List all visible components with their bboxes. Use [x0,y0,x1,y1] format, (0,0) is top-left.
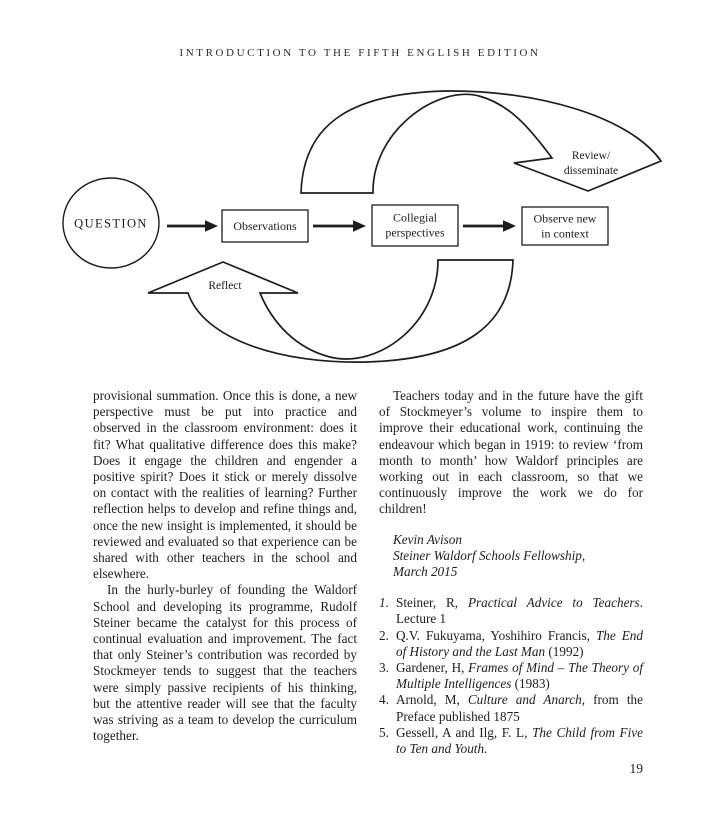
reference-text: (1992) [545,643,584,659]
reference-title: The Child from Five to Ten and Youth. [396,724,643,757]
paragraph-teachers-today: Teachers today and in the future have the gift of Stockmeyer’s volume to inspire them to improve their educational work, continuing the endeavour which began in 1919: to review ‘from month to month’ how Waldorf principles are working out in each classroom, so that we continuously improve the work we do for children! [379,388,643,517]
reference-item [379,595,643,627]
reflect-label: Reflect [208,280,242,292]
signature-name: Kevin Avison [393,531,462,547]
reference-title: The End of History and the Last Man [396,627,643,659]
observations-label: Observations [233,219,297,233]
references-list [379,595,643,757]
signature-block [393,532,643,581]
reference-text: (1983) [511,676,550,692]
arrow-collegial-to-observe [463,220,516,232]
reference-item [379,628,643,660]
observe-label-line1: Observe new [533,211,597,226]
review-label-line1: Review/ [571,150,611,162]
reference-item [379,692,643,724]
reference-number: 5. [379,724,389,740]
reflect-curved-arrow [148,260,513,362]
signature-date: March 2015 [393,564,458,580]
reference-text: . Lecture 1 [396,595,643,627]
review-label-line2: disseminate [563,165,619,177]
reference-number: 1. [379,595,389,611]
page-number: 19 [629,761,643,776]
review-curved-arrow [301,91,661,193]
reference-number: 4. [379,692,389,708]
two-column-text [93,388,643,757]
reference-number: 2. [379,627,389,643]
reference-title: Frames of Mind – The Theory of Multiple Intelligences [396,660,643,692]
arrow-question-to-observations [167,220,218,232]
reference-item [379,725,643,757]
question-label: QUESTION [74,216,148,231]
reference-title: Culture and Anarch, [467,692,586,708]
arrow-observations-to-collegial [313,220,366,232]
reference-text: Q.V. Fukuyama, Yoshihiro Francis, [396,627,596,643]
reference-text: Arnold, M, [396,692,468,708]
reference-title: Practical Advice to Teachers [467,595,640,611]
reference-item [379,660,643,692]
reference-text: Steiner, R, [396,595,468,611]
right-column [379,388,643,757]
left-column [93,388,357,757]
collegial-label-line1: Collegial [393,210,437,225]
paragraph-hurly-burley: In the hurly-burley of founding the Waldorf School and developing its programme, Rudolf Steiner became the catalyst for this process of continual evaluation and improvement. The fact that only Steiner’s contribution was recorded by Stockmeyer tends to suggest that the teachers were simply passive recipients of his thinking, but the attentive reader will see that the faculty was striving as a team to develop the curriculum together. [93,582,357,744]
collegial-label-line2: perspectives [385,225,445,240]
reference-text: Gardener, H, [396,660,469,676]
observe-label-line2: in context [541,226,589,241]
signature-organisation: Steiner Waldorf Schools Fellowship, [393,547,586,563]
reference-number: 3. [379,660,389,676]
paragraph-continuation: provisional summation. Once this is done, a new perspective must be put into practice and observed in the classroom environment: does it fit? What qualitative difference does this make? Does it engage the children and engender a positive spirit? Does it stick or merely dissolve on contact with the realities of learning? Further reflection helps to develop and refine things and, once the new insight is implemented, it should be reviewed and evaluated so that experience can be shared with other teachers in the school and elsewhere. [93,388,357,582]
page-title: INTRODUCTION TO THE FIFTH ENGLISH EDITION [179,47,541,59]
reference-text: Gessell, A and Ilg, F. L, [396,724,533,740]
reference-text: from the Preface published 1875 [396,692,643,724]
process-cycle-diagram [0,85,720,385]
